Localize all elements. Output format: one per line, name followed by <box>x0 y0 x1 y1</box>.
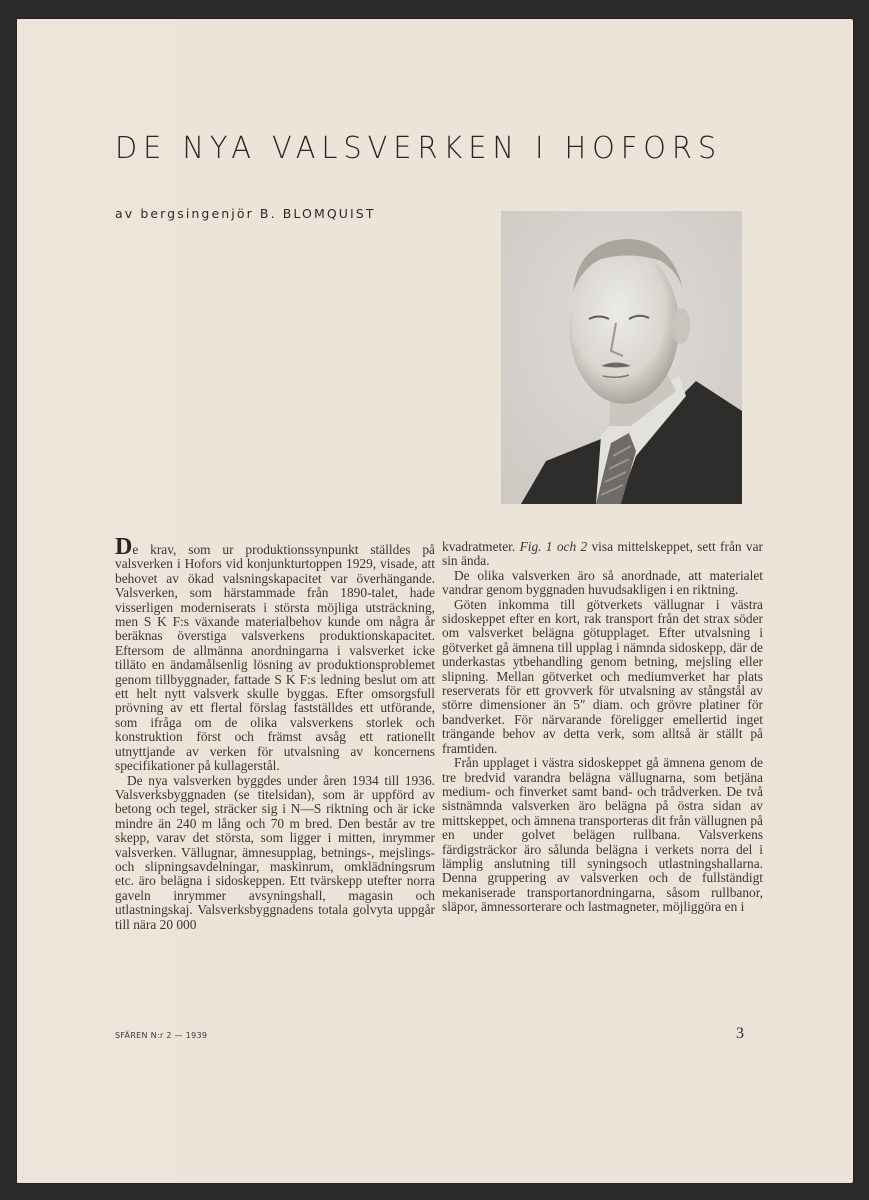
document-page <box>17 19 853 1183</box>
publication-footer: SFÄREN N:r 2 — 1939 <box>115 1031 208 1040</box>
paragraph: Från upplaget i västra sidoskeppet gå ämnena genom de tre bredvid varandra belägna vällugnarna, som betjäna medium- och finverket samt band- och trådverken. De två sistnämnda valsverken äro belägna på östra sidan av mittskeppet, och ämnena transporteras dit från vällugnen på en under golvet belägen rullbana. Valsverkens färdigsträckor äro sålunda belägna i verkets norra del i lämplig anslutning till syningsoch utlastningshallarna. Denna gruppering av valsverken och de fullständigt mekaniserade transportanordningarna, såsom rullbanor, släpor, ämnessorterare och lastmagneter, möjliggöra en i <box>442 755 763 915</box>
paragraph-text: e krav, som ur produktionssynpunkt ställdes på valsverken i Hofors vid konjunkturtoppen 1929, visade, att behovet av ökad valsningskapacitet var överhängande. Valsverken, som härstammade från 1890-talet, hade visserligen moderniserats i största möjliga utsträckning, men S K F:s växande materialbehov kunde om några år beräknas överstiga valsverkens produktionskapacitet. Eftersom de allmänna anordningarna i valsverket icke tilläto en ändamålsenlig lösning av produktionsproblemet genom tillbyggnader, fattade S K F:s ledning beslut om att ett helt nytt valsverk skulle byggas. Efter omsorgsfull prövning av ett flertal förslag fastställdes ett utförande, som ifråga om de olika valsverkens storlek och konstruktion först och främst avsåg ett rationellt utnyttjande av verken för utvalsning av koncernens specifikationer på kullagerstål. <box>115 542 435 774</box>
paragraph: De olika valsverken äro så anordnade, att materialet vandrar genom byggnaden huvudsakligen i en riktning. <box>442 567 763 598</box>
article-byline: av bergsingenjör B. BLOMQUIST <box>115 206 376 221</box>
article-column-left <box>115 534 435 932</box>
paragraph: De nya valsverken byggdes under åren 1934 till 1936. Valsverksbyggnaden (se titelsidan), som är uppförd av betong och tegel, sträcker sig i N—S riktning och är icke mindre än 240 m lång och 70 m bred. Den består av tre skepp, varav det största, som ligger i mitten, inrymmer valsverken. Vällugnar, ämnesupplag, betnings-, mejslings- och slipningsavdelningar, maskinrum, omklädningsrum etc. äro belägna i sidoskeppen. Ett tvärskepp utefter norra gaveln inrymmer avsyningshall, magasin och utlastningskaj. Valsverksbyggnadens totala golvyta uppgår till nära 20 000 <box>115 772 435 932</box>
page-number: 3 <box>736 1025 744 1042</box>
paragraph-text: visa mittelskeppet, sett från var sin ända. <box>442 539 763 569</box>
paragraph: Göten inkomma till götverkets vällugnar i västra sidoskeppet efter en kort, rak transport från det strax söder om valsverket belägna götupplaget. Efter utvalsning i götverket gå ämnena till upplag i nämnda sidoskepp, där de underkastas ytbehandling genom betning, mejsling eller slipning. Mellan götverket och mediumverket har plats reserverats för ett grovverk för utvalsning av stångstål av större dimensioner än 5″ diam. och grövre platiner för bandverket. För närvarande föreligger emellertid inget trängande behov av detta verk, som alltså är ställt på framtiden. <box>442 596 763 756</box>
paragraph-text: kvadratmeter. <box>442 539 520 554</box>
author-portrait <box>501 211 742 504</box>
article-column-right <box>442 540 763 915</box>
paragraph <box>115 534 435 774</box>
figure-reference: Fig. 1 och 2 <box>519 539 588 554</box>
dropcap: D <box>115 534 133 560</box>
paragraph <box>442 540 763 569</box>
article-title: DE NYA VALSVERKEN I HOFORS <box>115 131 723 166</box>
portrait-image <box>501 211 742 504</box>
